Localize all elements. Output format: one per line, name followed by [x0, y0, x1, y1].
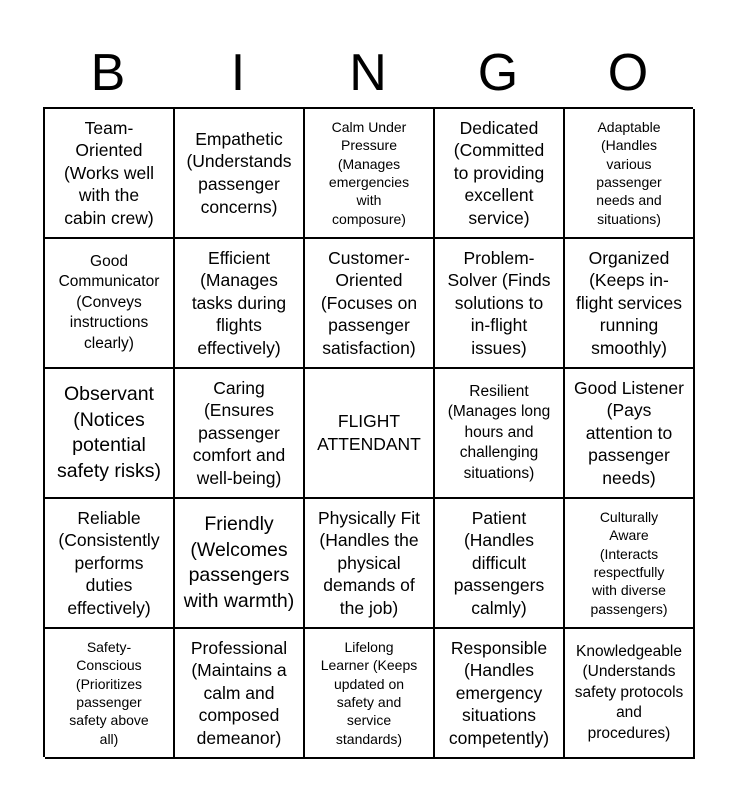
bingo-cell[interactable] [565, 239, 695, 369]
bingo-cell[interactable] [435, 369, 565, 499]
cell-text: Responsible (Handles emergency situations competently) [448, 637, 550, 748]
cell-text: Culturally Aware (Interacts respectfully with diverse passengers) [590, 508, 668, 617]
cell-text: Problem- Solver (Finds solutions to in-flight issues) [447, 247, 551, 358]
cell-text: Caring (Ensures passenger comfort and well-being) [192, 377, 286, 488]
cell-text: Empathetic (Understands passenger concerns) [186, 128, 292, 217]
bingo-cell[interactable] [565, 629, 695, 759]
free-space-text: FLIGHT ATTENDANT [317, 411, 421, 454]
bingo-cell[interactable] [305, 499, 435, 629]
cell-text: Dedicated (Committed to providing excellent service) [453, 117, 545, 228]
cell-text: Good Communicator (Conveys instructions clearly) [58, 252, 160, 352]
header-letter-n: N [349, 44, 387, 102]
bingo-cell[interactable] [45, 239, 175, 369]
cell-text: Calm Under Pressure (Manages emergencies with composure) [328, 118, 410, 227]
bingo-cell[interactable] [175, 239, 305, 369]
cell-text: Physically Fit (Handles the physical demands of the job) [317, 507, 421, 618]
cell-text: Friendly (Welcomes passengers with warmth) [183, 513, 295, 612]
bingo-cell[interactable] [45, 629, 175, 759]
free-space-cell[interactable] [305, 369, 435, 499]
bingo-cell[interactable] [175, 369, 305, 499]
cell-text: Efficient (Manages tasks during flights effectively) [191, 247, 287, 358]
bingo-cell[interactable] [565, 109, 695, 239]
bingo-cell[interactable] [435, 109, 565, 239]
cell-text: Lifelong Learner (Keeps updated on safety and service standards) [320, 638, 418, 747]
bingo-cell[interactable] [45, 369, 175, 499]
bingo-grid [43, 107, 693, 757]
cell-text: Resilient (Manages long hours and challenging situations) [447, 382, 551, 482]
bingo-cell[interactable] [45, 499, 175, 629]
cell-text: Reliable (Consistently performs duties effectively) [58, 507, 160, 618]
header-letter-b: B [90, 44, 126, 102]
cell-text: Knowledgeable (Understands safety protocols and procedures) [574, 642, 684, 742]
bingo-cell[interactable] [565, 369, 695, 499]
header-letter-g: G [477, 44, 519, 102]
cell-text: Good Listener (Pays attention to passenger needs) [574, 377, 684, 488]
bingo-cell[interactable] [175, 629, 305, 759]
bingo-cell[interactable] [435, 499, 565, 629]
cell-text: Observant (Notices potential safety risks) [56, 383, 161, 482]
cell-text: Safety- Conscious (Prioritizes passenger safety above all) [69, 638, 149, 747]
cell-text: Adaptable (Handles various passenger needs and situations) [596, 118, 662, 227]
bingo-cell[interactable] [305, 629, 435, 759]
cell-text: Organized (Keeps in- flight services running smoothly) [575, 247, 682, 358]
bingo-cell[interactable] [175, 499, 305, 629]
cell-text: Team- Oriented (Works well with the cabin crew) [63, 117, 155, 228]
cell-text: Customer- Oriented (Focuses on passenger satisfaction) [320, 247, 418, 358]
header-letter-i: I [230, 44, 246, 102]
cell-text: Patient (Handles difficult passengers calmly) [453, 507, 545, 618]
bingo-cell[interactable] [305, 239, 435, 369]
bingo-cell[interactable] [435, 629, 565, 759]
cell-text: Professional (Maintains a calm and composed demeanor) [190, 637, 288, 748]
bingo-header [43, 38, 693, 108]
bingo-cell[interactable] [435, 239, 565, 369]
bingo-cell[interactable] [565, 499, 695, 629]
header-letter-o: O [607, 44, 649, 102]
bingo-cell[interactable] [175, 109, 305, 239]
bingo-cell[interactable] [45, 109, 175, 239]
bingo-cell[interactable] [305, 109, 435, 239]
